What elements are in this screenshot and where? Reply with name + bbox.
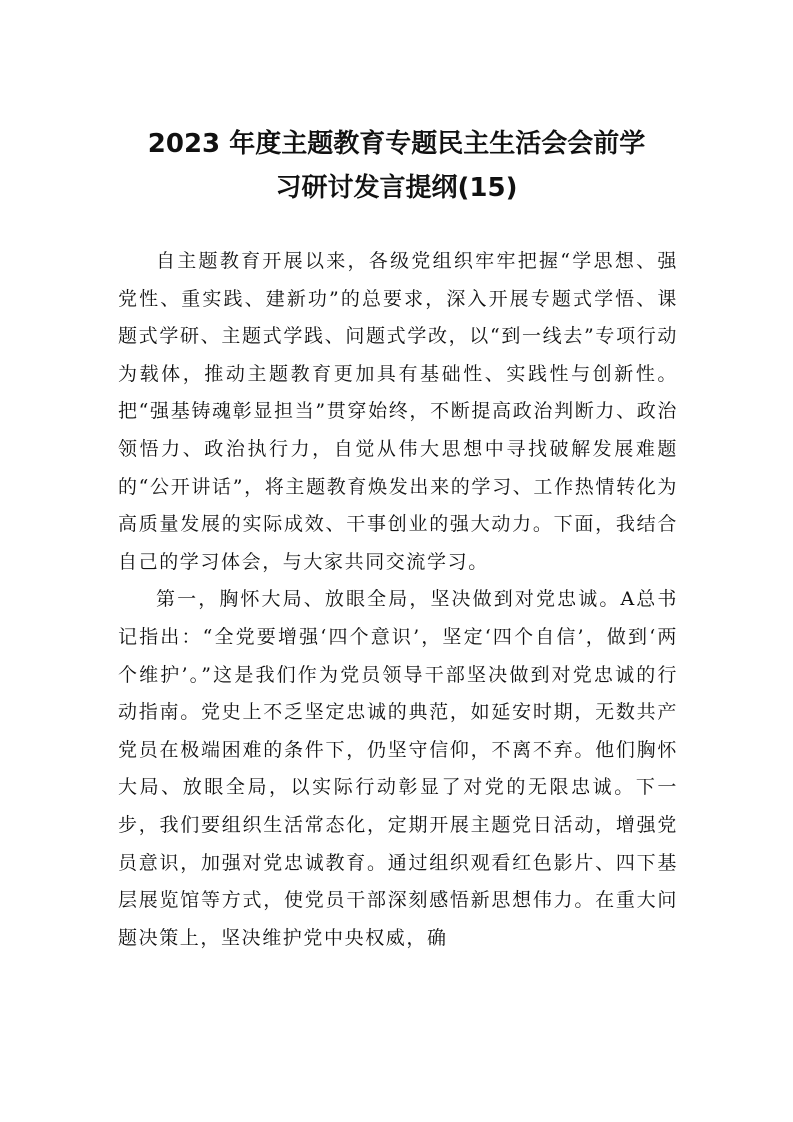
document-title xyxy=(110,122,683,210)
paragraph-intro: 自主题教育开展以来，各级党组织牢牢把握“学思想、强党性、重实践、建新功”的总要求，深入开展专题式学悟、课题式学研、主题式学践、问题式学改，以“到一线去”专项行动为载体，推动主题教育更加具有基础性、实践性与创新性。把“强基铸魂彰显担当”贯穿始终，不断提高政治判断力、政治领悟力、政治执行力，自觉从伟大思想中寻找破解发展难题的“公开讲话”，将主题教育焕发出来的学习、工作热情转化为高质量发展的实际成效、干事创业的强大动力。下面，我结合自己的学习体会，与大家共同交流学习。 xyxy=(118,250,678,573)
document-body xyxy=(118,243,678,957)
paragraph-first-point: 第一，胸怀大局、放眼全局，坚决做到对党忠诚。A总书记指出：“全党要增强‘四个意识’，坚定‘四个自信’，做到‘两个维护’。”这是我们作为党员领导干部坚决做到对党忠诚的行动指南。党史上不乏坚定忠诚的典范，如延安时期，无数共产党员在极端困难的条件下，仍坚守信仰，不离不弃。他们胸怀大局、放眼全局，以实际行动彰显了对党的无限忠诚。下一步，我们要组织生活常态化，定期开展主题党日活动，增强党员意识，加强对党忠诚教育。通过组织观看红色影片、四下基层展览馆等方式，使党员干部深刻感悟新思想伟力。在重大问题决策上，坚决维护党中央权威，确 xyxy=(118,588,678,949)
title-line-2: 习研讨发言提纲(15) xyxy=(275,173,518,203)
title-line-1: 2023 年度主题教育专题民主生活会会前学 xyxy=(147,129,646,159)
